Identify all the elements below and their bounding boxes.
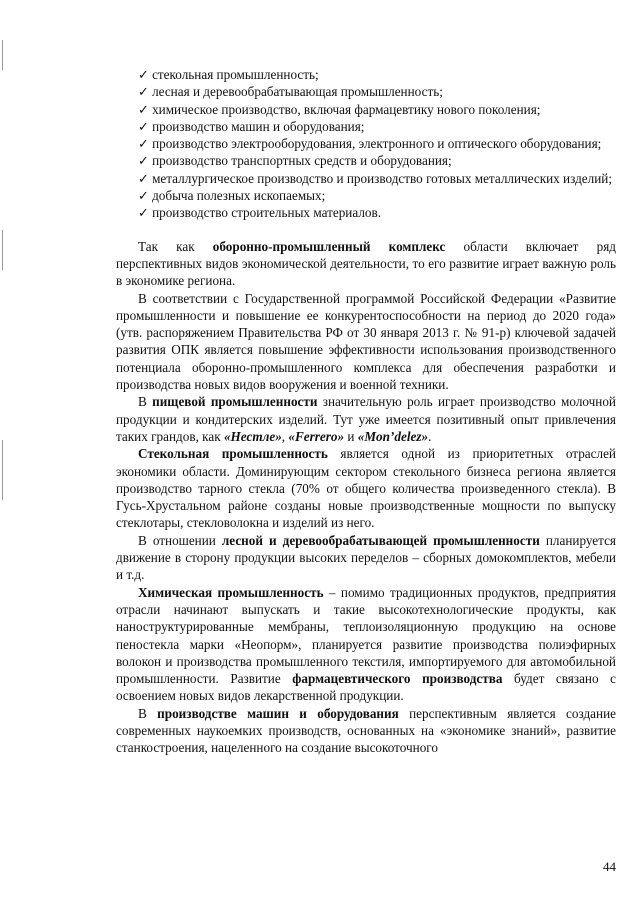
list-item: ✓ химическое производство, включая фармацевтику нового поколения; (138, 101, 541, 117)
list-item: ✓ производство строительных материалов. (138, 205, 382, 221)
list-item: ✓ производство электрооборудования, электронного и оптического оборудования; (138, 136, 602, 152)
paragraph-chemical-industry: Химическая промышленность – помимо традиционных продуктов, предприятия отрасли начинают выпускать и такие высокотехнологические продукты, как наноструктурированные мембраны, теплоизоляционную продукцию на основе пеностекла марки «Неопорм», планируется развитие производства полиэфирных волокон и производства промышленного текстиля, импортируемого для автомобильной промышленности. Развитие фармацевтического производства будет связано с освоением новых видов лекарственной продукции. (116, 584, 616, 704)
scan-edge-mark (2, 440, 3, 500)
check-icon: ✓ (138, 170, 150, 186)
check-icon: ✓ (138, 188, 150, 204)
bullet-list (116, 66, 616, 222)
check-icon: ✓ (138, 153, 150, 169)
check-icon: ✓ (138, 118, 150, 134)
scan-edge-mark (2, 40, 3, 70)
list-item: ✓ добыча полезных ископаемых; (138, 188, 326, 204)
body-text (116, 66, 616, 757)
paragraph-machinery: В производстве машин и оборудования перспективным является создание современных наукоемких производств, основанных на «экономике знаний», развитие станкостроения, нацеленного на создание высокоточного (116, 705, 616, 756)
check-icon: ✓ (138, 101, 150, 117)
paragraph-state-program: В соответствии с Государственной программой Российской Федерации «Развитие промышленности и повышение ее конкурентоспособности на период до 2020 года» (утв. распоряжением Правительства РФ от 30 января 2013 г. № 91-р) ключевой задачей развития ОПК является повышение эффективности использования производственного потенциала оборонно-промышленного комплекса для обеспечения разработки и производства новых видов вооружения и военной техники. (116, 290, 616, 393)
list-item: ✓ металлургическое производство и производство готовых металлических изделий; (138, 170, 613, 186)
check-icon: ✓ (138, 84, 150, 100)
list-item: ✓ производство машин и оборудования; (138, 118, 365, 134)
page-number: 44 (603, 859, 616, 874)
scan-edge-mark (2, 230, 3, 270)
check-icon: ✓ (138, 205, 150, 221)
check-icon: ✓ (138, 136, 150, 152)
paragraph-defense-industry: Так как оборонно-промышленный комплекс области включает ряд перспективных видов экономической деятельности, то его развитие играет важную роль в экономике региона. (116, 238, 616, 289)
paragraph-glass-industry: Стекольная промышленность является одной из приоритетных отраслей экономики области. Доминирующим сектором стекольного бизнеса региона является производство тарного стекла (70% от общего количества произведенного стекла). В Гусь-Хрустальном районе созданы новые производственные мощности по выпуску стеклотары, стекловолокна и изделий из него. (116, 446, 616, 531)
paragraph-food-industry: В пищевой промышленности значительную роль играет производство молочной продукции и кондитерских изделий. Тут уже имеется позитивный опыт привлечения таких грандов, как «Нестле», «Ferrero» и «Mon’delez». (116, 394, 616, 444)
list-item: ✓ стекольная промышленность; (138, 67, 319, 82)
list-item: ✓ производство транспортных средств и оборудования; (138, 153, 452, 169)
list-item: ✓ лесная и деревообрабатывающая промышленность; (138, 84, 443, 100)
paragraph-wood-industry: В отношении лесной и деревообрабатывающей промышленности планируется движение в сторону продукции высоких переделов – сборных домокомплектов, мебели и т.д. (116, 532, 616, 583)
check-icon: ✓ (138, 67, 150, 82)
